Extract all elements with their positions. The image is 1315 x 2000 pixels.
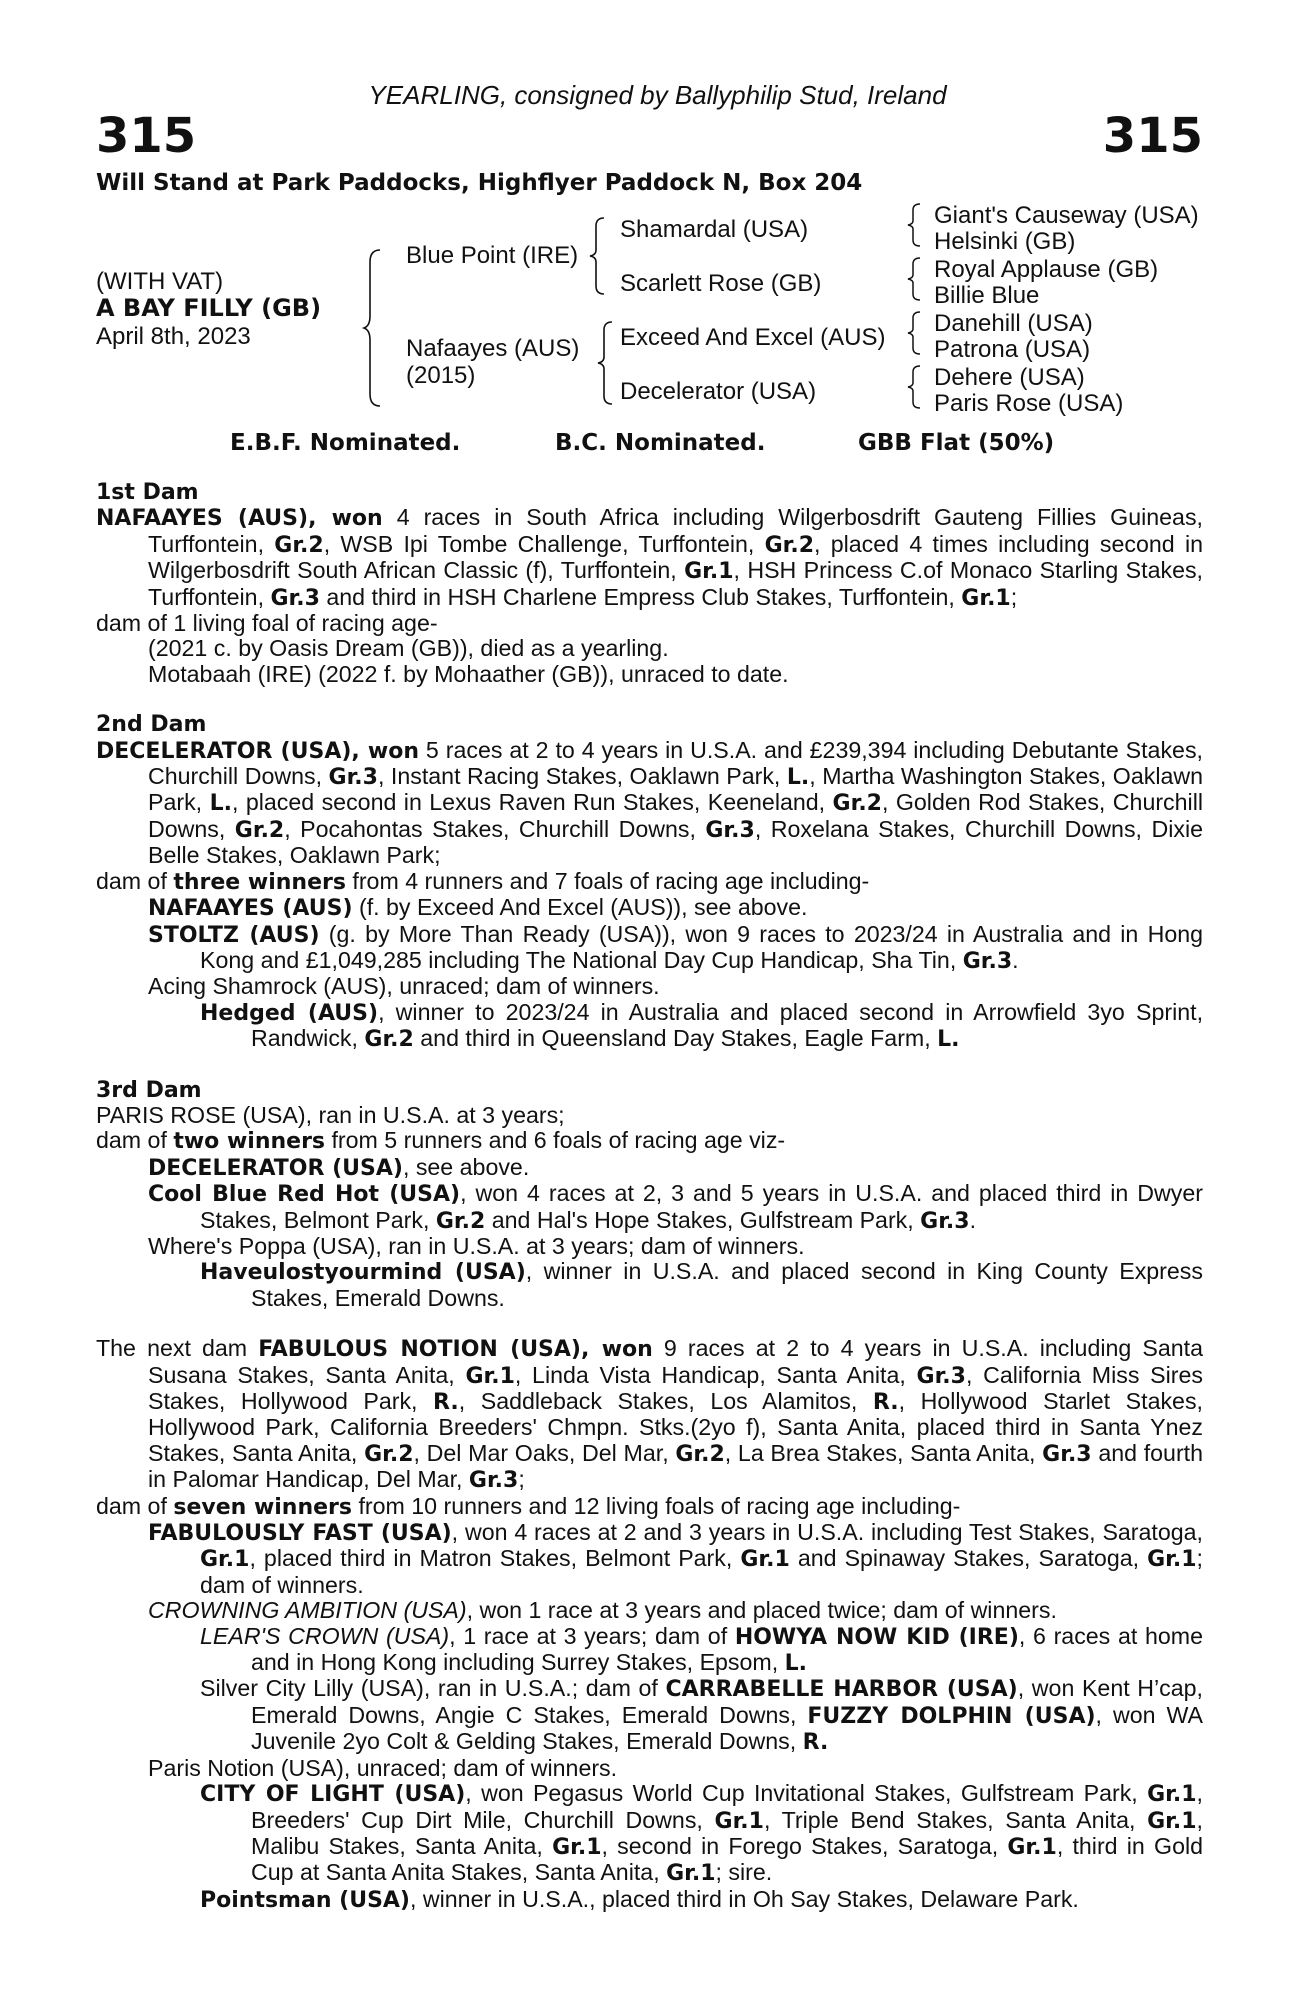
first-dam-produce-2: Motabaah (IRE) (2022 f. by Mohaather (GB)), unraced to date. [148,660,789,687]
stabling-location: Will Stand at Park Paddocks, Highflyer Paddock N, Box 204 [96,170,863,196]
first-dam-heading: 1st Dam [96,480,199,505]
dam-year: (2015) [406,362,476,389]
next-dam-record: The next dam FABULOUS NOTION (USA), won 9 races at 2 to 4 years in U.S.A. including Santa Susana Stakes, Santa Anita, Gr.1, Linda Vista Handicap, Santa Anita, Gr.3, California Miss Sires Stakes, Hollywood Park, R., Saddleback Stakes, Los Alamitos, R., Hollywood Starlet Stakes, Hollywood Park, California Breeders' Chmpn. Stks.(2yo f), Santa Anita, placed third in Santa Ynez Stakes, Santa Anita, Gr.2, Del Mar Oaks, Del Mar, Gr.2, La Brea Stakes, Santa Anita, Gr.3 and fourth in Palomar Handicap, Del Mar, Gr.3; [96,1335,1204,1494]
second-dam-grandproduce-1: Hedged (AUS), winner to 2023/24 in Australia and placed second in Arrowfield 3yo Sprint, Randwick, Gr.2 and third in Queensland Day Stakes, Eagle Farm, L. [200,998,1204,1053]
pedigree-g3-4: Billie Blue [934,282,1040,309]
next-dam-produce-1: FABULOUSLY FAST (USA), won 4 races at 2 and 3 years in U.S.A. including Test Stakes, Saratoga, Gr.1, placed third in Matron Stakes, Belmont Park, Gr.1 and Spinaway Stakes, Saratoga, Gr.1; dam of winners. [148,1519,1203,1598]
next-dam-produce-3: Paris Notion (USA), unraced; dam of winners. [148,1754,618,1781]
lot-number-left: 315 [96,108,197,164]
pedigree-g3-6: Patrona (USA) [934,336,1091,363]
sire-dam: Scarlett Rose (GB) [620,270,822,297]
pedigree-g3-1: Giant's Causeway (USA) [934,202,1199,229]
pedigree-brace-g3-1 [906,202,924,248]
sire-sire: Shamardal (USA) [620,216,809,243]
third-dam-grandproduce-1: Haveulostyourmind (USA), winner in U.S.A. and placed second in King County Express Stakes, Emerald Downs. [200,1258,1203,1311]
vat-note: (WITH VAT) [96,268,224,295]
second-dam-produce-intro: dam of three winners from 4 runners and 7 foals of racing age including- [96,867,870,895]
lot-name: A BAY FILLY (GB) [96,294,322,322]
family-notes [96,480,1203,1913]
pedigree-g3-8: Paris Rose (USA) [934,390,1124,417]
dam-dam: Decelerator (USA) [620,378,817,405]
third-dam-produce-intro: dam of two winners from 5 runners and 6 foals of racing age viz- [96,1127,786,1155]
gbb-flat: GBB Flat (50%) [858,430,1055,456]
third-dam-produce-2: Cool Blue Red Hot (USA), won 4 races at 2, 3 and 5 years in U.S.A. and placed third in Dwyer Stakes, Belmont Park, Gr.2 and Hal's Hope Stakes, Gulfstream Park, Gr.3. [148,1180,1203,1234]
second-dam-heading: 2nd Dam [96,712,207,738]
ebf-nomination: E.B.F. Nominated. [230,430,461,456]
pedigree-g3-3: Royal Applause (GB) [934,256,1159,283]
next-dam-grandproduce-1: LEAR'S CROWN (USA), 1 race at 3 years; dam of HOWYA NOW KID (IRE), 6 races at home and in Hong Kong including Surrey Stakes, Epsom, L. [200,1622,1203,1677]
next-dam-produce-intro: dam of seven winners from 10 runners and 12 living foals of racing age including- [96,1492,961,1520]
third-dam-produce-1: DECELERATOR (USA), see above. [148,1153,530,1181]
next-dam-produce-2: CROWNING AMBITION (USA), won 1 race at 3 years and placed twice; dam of winners. [148,1597,1057,1624]
third-dam-record: PARIS ROSE (USA), ran in U.S.A. at 3 years; [96,1101,565,1128]
catalogue-heading: YEARLING, consigned by Ballyphilip Stud, Ireland [368,80,947,110]
first-dam-record: NAFAAYES (AUS), won 4 races in South Africa including Wilgerbosdrift Gauteng Fillies Guineas, Turffontein, Gr.2, WSB Ipi Tombe Challenge, Turffontein, Gr.2, placed 4 times including second in Wilgerbosdrift South African Classic (f), Turffontein, Gr.1, HSH Princess C.of Monaco Starling Stakes, Turffontein, Gr.3 and third in HSH Charlene Empress Club Stakes, Turffontein, Gr.1; [96,504,1204,611]
lot-number-right: 315 [1102,108,1203,164]
sire-name: Blue Point (IRE) [406,242,579,269]
first-dam-produce-intro: dam of 1 living foal of racing age- [96,610,438,637]
second-dam-produce-2: STOLTZ (AUS) (g. by More Than Ready (USA)), won 9 races to 2023/24 in Australia and in Hong Kong and £1,049,285 including The National Day Cup Handicap, Sha Tin, Gr.3. [148,920,1204,974]
pedigree-brace-sire [588,216,610,296]
pedigree-g3-2: Helsinki (GB) [934,228,1076,255]
pedigree-brace-g3-4 [906,364,924,410]
pedigree-g3-7: Dehere (USA) [934,364,1085,391]
third-dam-heading: 3rd Dam [96,1077,202,1103]
bc-nomination: B.C. Nominated. [555,430,766,456]
second-dam-record: DECELERATOR (USA), won 5 races at 2 to 4 years in U.S.A. and £239,394 including Debutante Stakes, Churchill Downs, Gr.3, Instant Racing Stakes, Oaklawn Park, L., Martha Washington Stakes, Oaklawn Park, L., placed second in Lexus Raven Run Stakes, Keeneland, Gr.2, Golden Rod Stakes, Churchill Downs, Gr.2, Pocahontas Stakes, Churchill Downs, Gr.3, Roxelana Stakes, Churchill Downs, Dixie Belle Stakes, Oaklawn Park; [96,736,1204,869]
pedigree-brace-main [362,248,388,408]
pedigree-brace-g3-3 [906,310,924,356]
pedigree-brace-dam [596,320,618,406]
next-dam-grandproduce-3: CITY OF LIGHT (USA), won Pegasus World Cup Invitational Stakes, Gulfstream Park, Gr.1, Breeders' Cup Dirt Mile, Churchill Downs, Gr.1, Triple Bend Stakes, Santa Anita, Gr.1, Malibu Stakes, Santa Anita, Gr.1, second in Forego Stakes, Saratoga, Gr.1, third in Gold Cup at Santa Anita Stakes, Santa Anita, Gr.1; sire. [200,1780,1204,1887]
dam-name: Nafaayes (AUS) [406,335,580,362]
foaling-date: April 8th, 2023 [96,323,251,350]
pedigree-g3-5: Danehill (USA) [934,310,1093,337]
pedigree-brace-g3-2 [906,256,924,302]
third-dam-produce-3: Where's Poppa (USA), ran in U.S.A. at 3 years; dam of winners. [148,1232,805,1259]
dam-sire: Exceed And Excel (AUS) [620,324,886,351]
first-dam-produce-1: (2021 c. by Oasis Dream (GB)), died as a yearling. [148,635,669,662]
second-dam-produce-3: Acing Shamrock (AUS), unraced; dam of winners. [148,973,660,1000]
second-dam-produce-1: NAFAAYES (AUS) (f. by Exceed And Excel (AUS)), see above. [148,894,808,922]
next-dam-grandproduce-4: Pointsman (USA), winner in U.S.A., placed third in Oh Say Stakes, Delaware Park. [200,1885,1079,1913]
next-dam-grandproduce-2: Silver City Lilly (USA), ran in U.S.A.; dam of CARRABELLE HARBOR (USA), won Kent H’cap, Emerald Downs, Angie C Stakes, Emerald Downs, FUZZY DOLPHIN (USA), won WA Juvenile 2yo Colt & Gelding Stakes, Emerald Downs, R. [200,1675,1203,1756]
